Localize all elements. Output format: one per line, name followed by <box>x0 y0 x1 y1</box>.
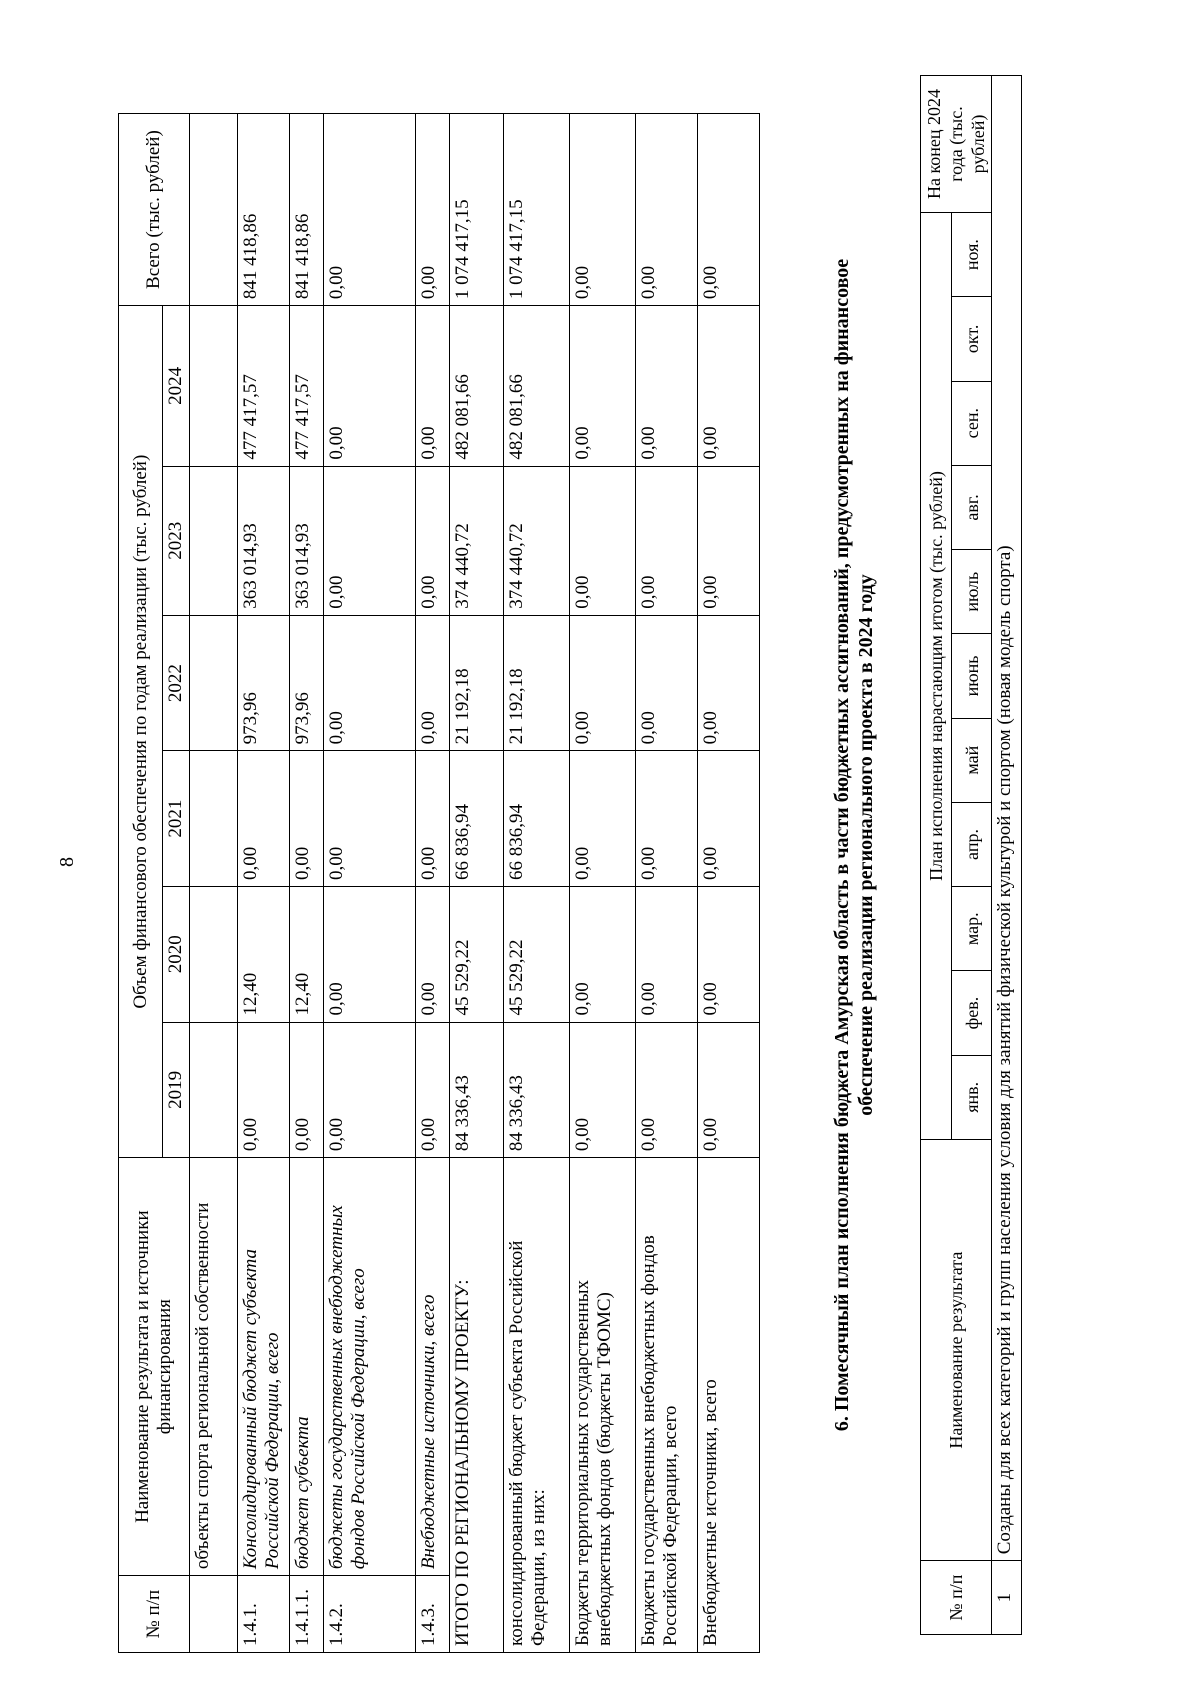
summary-value: 84 336,43 <box>450 1022 504 1158</box>
row-value: 0,00 <box>416 306 450 466</box>
header-year: 2019 <box>163 1022 190 1158</box>
row-value: 0,00 <box>324 751 416 887</box>
summary-value: 0,00 <box>636 886 698 1022</box>
summary-value: 0,00 <box>698 1022 760 1158</box>
month-header: янв. <box>952 1055 992 1139</box>
row-value: 0,00 <box>324 886 416 1022</box>
row-value: 363 014,93 <box>290 466 324 615</box>
summary-value: 0,00 <box>570 466 636 615</box>
summary-value: 0,00 <box>570 306 636 466</box>
row-total <box>190 114 238 306</box>
header-num: № п/п <box>119 1576 190 1653</box>
summary-value: 0,00 <box>570 615 636 751</box>
row-total: 0,00 <box>416 114 450 306</box>
header-year: 2021 <box>163 751 190 887</box>
summary-value: 0,00 <box>636 751 698 887</box>
table-row <box>324 114 416 1653</box>
summary-value: 0,00 <box>570 886 636 1022</box>
header-total: Всего (тыс. рублей) <box>119 114 190 306</box>
row-num: 1.4.1.1. <box>290 1576 324 1653</box>
summary-total: 0,00 <box>698 114 760 306</box>
summary-name: Внебюджетные источники, всего <box>698 1158 760 1653</box>
row-name: бюджет субъекта <box>290 1158 324 1576</box>
table-row <box>290 114 324 1653</box>
month-header: май <box>952 718 992 802</box>
row-name: объекты спорта региональной собственности <box>190 1158 238 1576</box>
plan-header-end: На конец 2024 года (тыс. рублей) <box>921 76 992 213</box>
row-value: 0,00 <box>416 466 450 615</box>
section-6-title-line1: 6. Помесячный план исполнения бюджета Амурская область в части бюджетных ассигнований, предусмотренных на финансовое <box>831 258 853 1432</box>
row-value <box>190 751 238 887</box>
row-name: бюджеты государственных внебюджетных фондов Российской Федерации, всего <box>324 1158 416 1576</box>
summary-value: 482 081,66 <box>450 306 504 466</box>
row-value: 0,00 <box>416 615 450 751</box>
financing-table <box>118 113 760 1653</box>
summary-total: 1 074 417,15 <box>450 114 504 306</box>
row-value: 477 417,57 <box>238 306 290 466</box>
row-value <box>190 306 238 466</box>
summary-value: 66 836,94 <box>450 751 504 887</box>
summary-value: 374 440,72 <box>450 466 504 615</box>
summary-value: 84 336,43 <box>504 1022 570 1158</box>
row-name: Консолидированный бюджет субъекта Российской Федерации, всего <box>238 1158 290 1576</box>
row-value: 0,00 <box>416 1022 450 1158</box>
summary-row <box>636 114 698 1653</box>
monthly-plan-table <box>920 75 1022 1635</box>
row-value: 0,00 <box>324 615 416 751</box>
row-total: 841 418,86 <box>290 114 324 306</box>
header-volume: Объем финансового обеспечения по годам реализации (тыс. рублей) <box>119 306 163 1158</box>
row-value: 973,96 <box>238 615 290 751</box>
plan-header-num: № п/п <box>921 1561 992 1635</box>
row-value <box>190 466 238 615</box>
table-row <box>238 114 290 1653</box>
section-6-title <box>830 55 878 1635</box>
page-number: 8 <box>56 857 78 867</box>
row-value: 363 014,93 <box>238 466 290 615</box>
row-num <box>190 1576 238 1653</box>
summary-value: 45 529,22 <box>450 886 504 1022</box>
summary-row <box>570 114 636 1653</box>
summary-value: 45 529,22 <box>504 886 570 1022</box>
summary-value: 0,00 <box>698 615 760 751</box>
summary-value: 374 440,72 <box>504 466 570 615</box>
row-value: 12,40 <box>290 886 324 1022</box>
summary-name: консолидированный бюджет субъекта Российской Федерации, из них: <box>504 1158 570 1653</box>
summary-value: 21 192,18 <box>450 615 504 751</box>
row-value <box>190 1022 238 1158</box>
row-num: 1.4.2. <box>324 1576 416 1653</box>
month-header: мар. <box>952 887 992 971</box>
summary-value: 0,00 <box>698 466 760 615</box>
plan-row-text: Созданы для всех категорий и групп населения условия для занятий физической культурой и спортом (новая модель спорта) <box>992 76 1022 1561</box>
summary-value: 0,00 <box>570 751 636 887</box>
header-year: 2022 <box>163 615 190 751</box>
row-name: Внебюджетные источники, всего <box>416 1158 450 1576</box>
summary-total: 0,00 <box>570 114 636 306</box>
row-value: 0,00 <box>238 1022 290 1158</box>
row-total: 841 418,86 <box>238 114 290 306</box>
plan-row-num: 1 <box>992 1561 1022 1635</box>
header-year: 2024 <box>163 306 190 466</box>
row-value <box>190 615 238 751</box>
month-header: апр. <box>952 802 992 886</box>
header-name: Наименование результата и источники финансирования <box>119 1158 190 1576</box>
summary-value: 0,00 <box>570 1022 636 1158</box>
row-value: 0,00 <box>324 306 416 466</box>
summary-value: 0,00 <box>698 886 760 1022</box>
summary-row <box>450 114 504 1653</box>
summary-total: 1 074 417,15 <box>504 114 570 306</box>
row-value: 12,40 <box>238 886 290 1022</box>
summary-row <box>504 114 570 1653</box>
row-num: 1.4.3. <box>416 1576 450 1653</box>
summary-value: 0,00 <box>698 751 760 887</box>
summary-name: ИТОГО ПО РЕГИОНАЛЬНОМУ ПРОЕКТУ: <box>450 1158 504 1653</box>
row-num: 1.4.1. <box>238 1576 290 1653</box>
header-year: 2023 <box>163 466 190 615</box>
month-header: фев. <box>952 971 992 1055</box>
summary-row <box>698 114 760 1653</box>
summary-value: 0,00 <box>636 466 698 615</box>
section-6-title-line2: обеспечение реализации регионального проекта в 2024 году <box>855 574 877 1116</box>
row-value: 0,00 <box>416 886 450 1022</box>
summary-value: 0,00 <box>636 1022 698 1158</box>
month-header: ноя. <box>952 213 992 297</box>
table-row <box>416 114 450 1653</box>
summary-name: Бюджеты государственных внебюджетных фондов Российской Федерации, всего <box>636 1158 698 1653</box>
row-value: 0,00 <box>324 1022 416 1158</box>
month-header: авг. <box>952 465 992 549</box>
row-value: 477 417,57 <box>290 306 324 466</box>
row-total: 0,00 <box>324 114 416 306</box>
summary-value: 0,00 <box>636 615 698 751</box>
summary-total: 0,00 <box>636 114 698 306</box>
plan-header-name: Наименование результата <box>921 1139 992 1560</box>
row-value: 973,96 <box>290 615 324 751</box>
month-header: окт. <box>952 297 992 381</box>
header-year: 2020 <box>163 886 190 1022</box>
plan-header-plan: План исполнения нарастающим итогом (тыс. рублей) <box>921 213 952 1140</box>
summary-value: 0,00 <box>636 306 698 466</box>
summary-value: 0,00 <box>698 306 760 466</box>
month-header: июль <box>952 550 992 634</box>
month-header: сен. <box>952 381 992 465</box>
row-value: 0,00 <box>324 466 416 615</box>
summary-value: 21 192,18 <box>504 615 570 751</box>
summary-value: 66 836,94 <box>504 751 570 887</box>
summary-value: 482 081,66 <box>504 306 570 466</box>
month-header: июнь <box>952 634 992 718</box>
row-value: 0,00 <box>238 751 290 887</box>
row-value: 0,00 <box>290 751 324 887</box>
row-value <box>190 886 238 1022</box>
table-row <box>190 114 238 1653</box>
row-value: 0,00 <box>290 1022 324 1158</box>
row-value: 0,00 <box>416 751 450 887</box>
summary-name: Бюджеты территориальных государственных внебюджетных фондов (бюджеты ТФОМС) <box>570 1158 636 1653</box>
